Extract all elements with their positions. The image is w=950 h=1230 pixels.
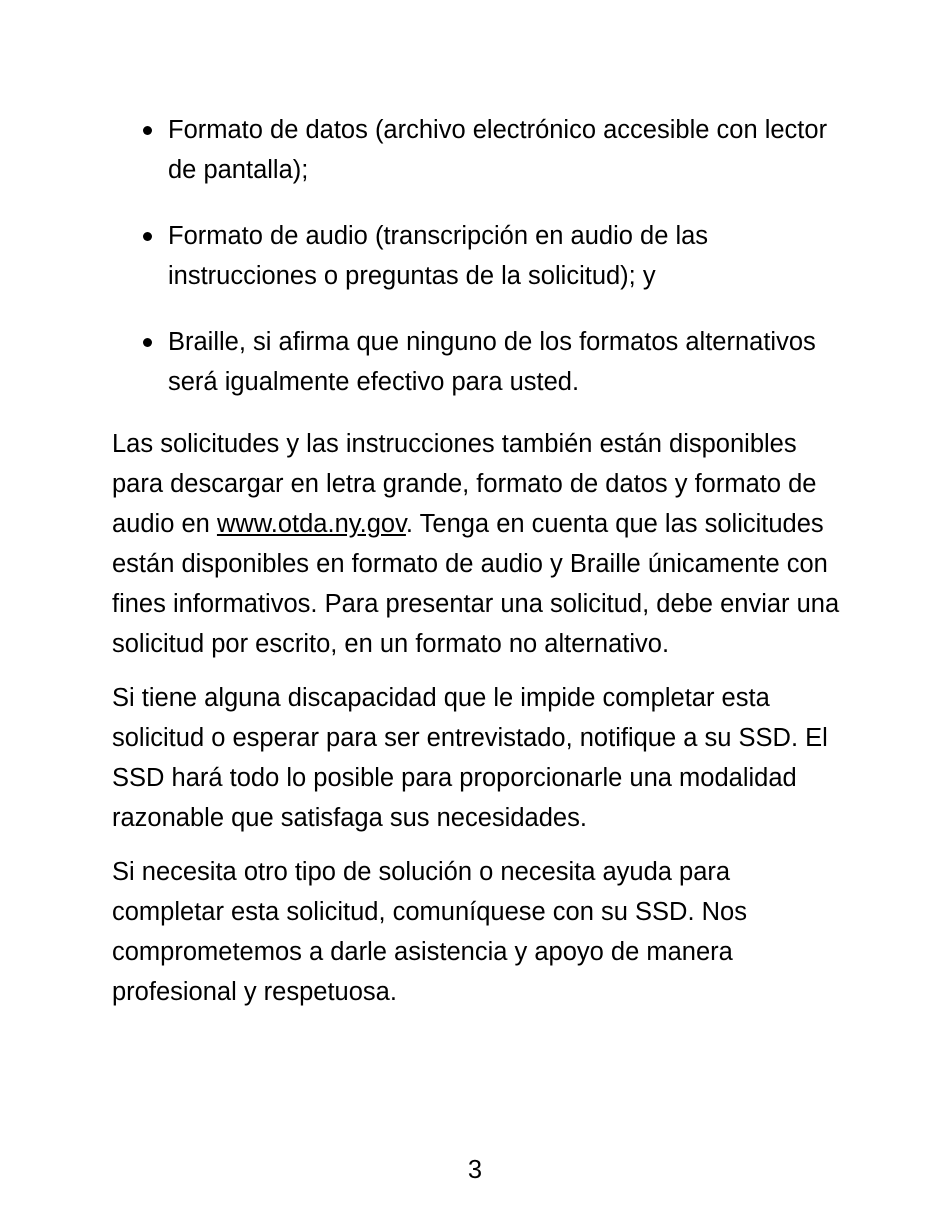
paragraph-availability-text-end: . Tenga en cuenta que las solicitudes están disponibles en formato de audio y Braille únicamente con fines informativos. Para presentar una solicitud, debe enviar una solicitud por escrito, en un formato no alternativo. — [112, 510, 840, 658]
bullet-icon — [143, 338, 152, 347]
bullet-icon — [143, 126, 152, 135]
bullet-icon — [143, 232, 152, 241]
otda-website-link[interactable]: www.otda.ny.gov — [216, 510, 406, 538]
format-list — [112, 110, 840, 402]
list-item — [112, 110, 840, 190]
list-item — [112, 322, 840, 402]
list-item-text: Formato de datos (archivo electrónico accesible con lector de pantalla); — [168, 116, 828, 184]
document-body — [112, 110, 840, 1026]
paragraph-availability — [112, 424, 840, 664]
paragraph-assistance: Si necesita otro tipo de solución o necesita ayuda para completar esta solicitud, comuníquese con su SSD. Nos comprometemos a darle asistencia y apoyo de manera profesional y respetuosa. — [112, 858, 747, 1006]
list-item — [112, 216, 840, 296]
paragraph-availability-text-start: Las solicitudes y las instrucciones también están disponibles para descargar en letra grande, formato de datos y formato de audio en — [112, 430, 817, 538]
list-item-text: Formato de audio (transcripción en audio de las instrucciones o preguntas de la solicitud); y — [168, 222, 709, 290]
paragraph-disability: Si tiene alguna discapacidad que le impide completar esta solicitud o esperar para ser entrevistado, notifique a su SSD. El SSD hará todo lo posible para proporcionarle una modalidad razonable que satisfaga sus necesidades. — [112, 684, 828, 832]
page-number: 3 — [467, 1156, 483, 1184]
list-item-text: Braille, si afirma que ninguno de los formatos alternativos será igualmente efectivo para usted. — [168, 328, 816, 396]
